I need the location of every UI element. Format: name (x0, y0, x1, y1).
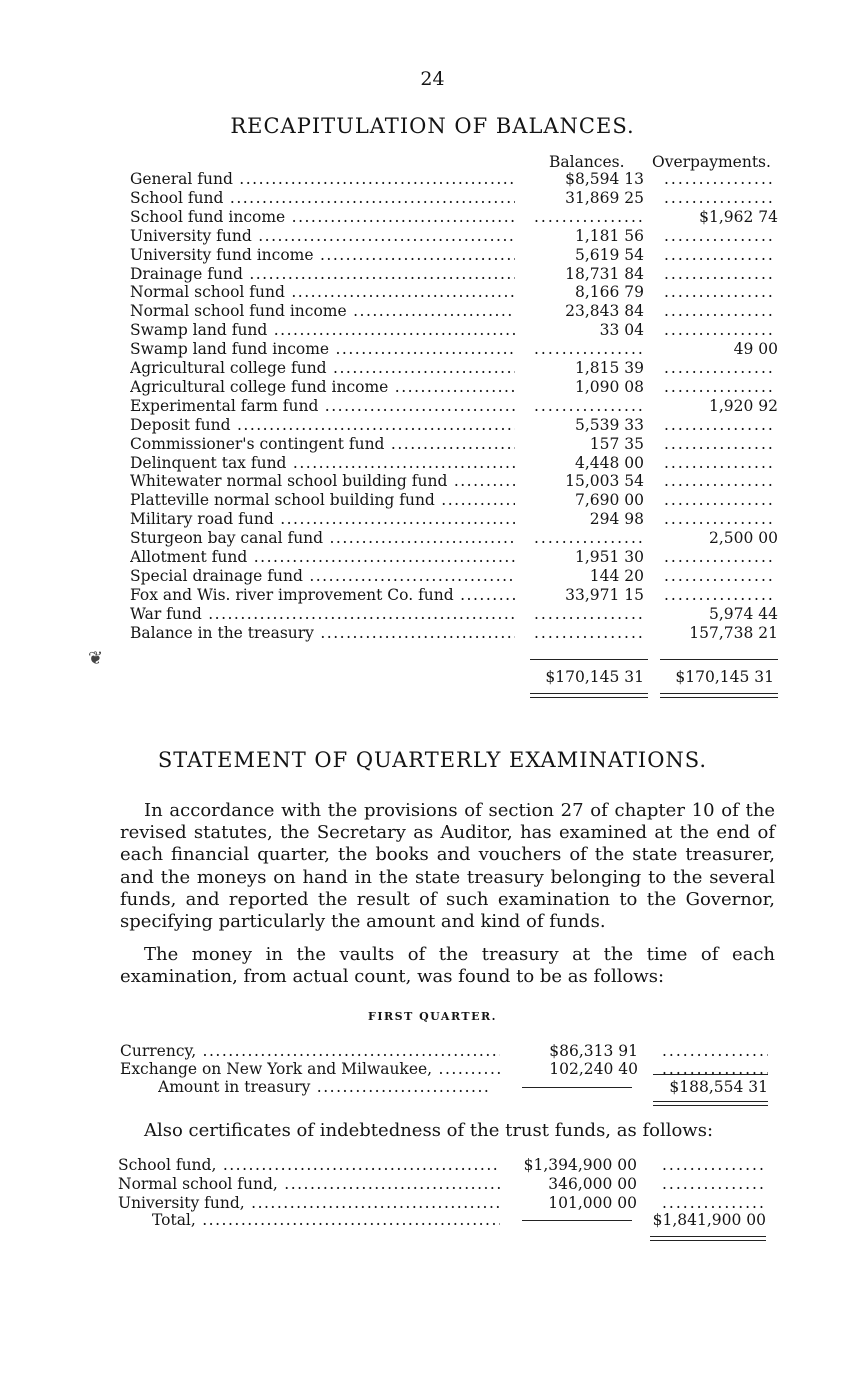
recap-row-balance-dots (534, 623, 644, 643)
recap-row-overpayment-dots (664, 226, 776, 246)
recap-row-balance-dots (534, 396, 644, 416)
recap-row-label: Sturgeon bay canal fund ..... (130, 528, 515, 548)
recap-row-label: Special drainage fund ..... (130, 566, 515, 586)
recap-row-label: Normal school fund income ..... (130, 301, 515, 321)
quarter-row (0, 1041, 865, 1061)
recap-row-label: Swamp land fund income ..... (130, 339, 515, 359)
recap-row-balance: 294 98 (589, 510, 644, 529)
amount-double-rule (653, 1101, 768, 1106)
recap-row-label: War fund ..... (130, 604, 515, 624)
recap-row (0, 585, 865, 605)
subtotal-rule-balances (530, 659, 648, 660)
recap-row-overpayment-dots (664, 282, 776, 302)
recap-row-overpayment-dots (664, 188, 776, 208)
quarter-row-dots (662, 1059, 768, 1079)
recap-row-balance: 8,166 79 (574, 283, 644, 302)
recap-row-balance: 144 20 (589, 566, 644, 585)
certificate-row-dots (662, 1174, 766, 1194)
recap-row (0, 604, 865, 624)
recap-row (0, 509, 865, 529)
recap-row-label: Military road fund ..... (130, 509, 515, 529)
total-overpayments: $170,145 31 (675, 668, 774, 686)
recap-row (0, 169, 865, 189)
recap-row (0, 301, 865, 321)
recap-row-overpayment-dots (664, 453, 776, 473)
paragraph-money-count-text: The money in the vaults of the treasury at the time of each examination, from actual count, was found to be as follows: (120, 944, 775, 988)
recap-row-overpayment-dots (664, 320, 776, 340)
recap-row (0, 358, 865, 378)
recap-row-balance: 5,619 54 (574, 245, 644, 264)
recap-row-balance: 23,843 84 (565, 302, 644, 321)
recap-row-balance-dots (534, 604, 644, 624)
recap-row-label: Whitewater normal school building fund ..... (130, 471, 515, 491)
recap-row-overpayment-dots (664, 434, 776, 454)
certificates-total-value: $1,841,900 00 (652, 1211, 766, 1229)
recap-row-balance: 1,181 56 (574, 226, 644, 245)
column-header-overpayments: Overpayments. (652, 153, 771, 171)
recap-row-label: General fund ..... (130, 169, 515, 189)
recap-row (0, 623, 865, 643)
recap-row-label: School fund ..... (130, 188, 515, 208)
recap-title: RECAPITULATION OF BALANCES. (230, 114, 635, 138)
recap-row-balance: 33 04 (599, 321, 644, 340)
recap-row (0, 434, 865, 454)
recap-row-overpayment: 2,500 00 (708, 529, 778, 548)
certificates-total-row (0, 1210, 865, 1230)
recap-row (0, 528, 865, 548)
recap-row (0, 320, 865, 340)
recap-row-overpayment-dots (664, 547, 776, 567)
recap-total-row (0, 667, 865, 687)
certificate-row-label: Normal school fund, ..... (118, 1174, 500, 1194)
amount-dash-rule (522, 1087, 632, 1088)
recap-row-overpayment: 157,738 21 (689, 623, 778, 642)
amount-in-treasury-row (0, 1077, 865, 1097)
quarter-row-label: Exchange on New York and Milwaukee, ..... (120, 1059, 500, 1079)
recap-row (0, 490, 865, 510)
recap-row (0, 207, 865, 227)
recap-row-label: Drainage fund ..... (130, 264, 515, 284)
quarter-row-dots (662, 1041, 768, 1061)
page-number: 24 (420, 68, 445, 90)
column-header-balances: Balances. (549, 153, 625, 171)
amount-top-rule (653, 1074, 768, 1075)
certificate-row-label: University fund, ..... (118, 1193, 500, 1213)
recap-row-label: Deposit fund ..... (130, 415, 515, 435)
recap-row-overpayment-dots (664, 377, 776, 397)
recap-row (0, 226, 865, 246)
recap-row-label: Normal school fund ..... (130, 282, 515, 302)
certificates-total-label: Total, ..... (152, 1210, 500, 1230)
recap-row-label: Commissioner's contingent fund ..... (130, 434, 515, 454)
paragraph-provisions-text: In accordance with the provisions of section 27 of chapter 10 of the revised statutes, the Secretary as Auditor, has examined at the end of each financial quarter, the books and vouchers of the state treasurer, and the moneys on hand in the state treasury belonging to the several funds, and reported the result of such examination to the Governor, specifying particularly the amount and kind of funds. (120, 800, 775, 933)
recap-row-balance: 15,003 54 (565, 472, 644, 491)
recap-row-overpayment-dots (664, 358, 776, 378)
recap-row-overpayment-dots (664, 169, 776, 189)
recap-row-balance-dots (534, 528, 644, 548)
statement-title: STATEMENT OF QUARTERLY EXAMINATIONS. (157, 748, 708, 772)
recap-row (0, 282, 865, 302)
recap-row-overpayment-dots (664, 471, 776, 491)
quarter-row (0, 1059, 865, 1079)
recap-row-balance: 18,731 84 (565, 264, 644, 283)
recap-row-overpayment-dots (664, 415, 776, 435)
recap-row-label: University fund income ..... (130, 245, 515, 265)
quarter-heading: FIRST QUARTER. (368, 1010, 497, 1023)
recap-row (0, 415, 865, 435)
recap-row (0, 396, 865, 416)
recap-row-balance: $8,594 13 (565, 170, 644, 188)
certificate-row (0, 1174, 865, 1194)
recap-row-overpayment: 1,920 92 (708, 396, 778, 415)
recap-row-balance: 1,815 39 (574, 359, 644, 377)
amount-in-treasury-label: Amount in treasury ..... (158, 1077, 488, 1097)
total-balances: $170,145 31 (545, 668, 644, 686)
recap-row (0, 453, 865, 473)
amount-in-treasury-value: $188,554 31 (669, 1078, 768, 1096)
recap-row-balance: 4,448 00 (574, 453, 644, 472)
recap-row-label: Fox and Wis. river improvement Co. fund ..... (130, 585, 515, 605)
recap-row (0, 188, 865, 208)
recap-row-overpayment-dots (664, 490, 776, 510)
total-double-rule-balances (530, 693, 648, 698)
recap-row (0, 547, 865, 567)
quarter-row-amount: 102,240 40 (549, 1060, 638, 1078)
paragraph-certificates (120, 1120, 775, 1142)
recap-row-label: Platteville normal school building fund ..... (130, 490, 515, 510)
certificate-row (0, 1155, 865, 1175)
certificate-row-amount: $1,394,900 00 (523, 1156, 637, 1174)
subtotal-rule-overpayments (660, 659, 778, 660)
paragraph-provisions (120, 800, 775, 933)
recap-row-label: Delinquent tax fund ..... (130, 453, 515, 473)
recap-row-balance: 1,951 30 (574, 548, 644, 566)
certificate-row-amount: 101,000 00 (548, 1194, 637, 1212)
recap-row (0, 471, 865, 491)
recap-row-label: Swamp land fund ..... (130, 320, 515, 340)
recap-row-overpayment: $1,962 74 (699, 207, 778, 226)
recap-row-label: Agricultural college fund income ..... (130, 377, 515, 397)
paragraph-certificates-text: Also certificates of indebtedness of the trust funds, as follows: (144, 1120, 714, 1141)
recap-row-label: School fund income ..... (130, 207, 515, 227)
total-double-rule-overpayments (660, 693, 778, 698)
certificate-row-amount: 346,000 00 (548, 1175, 637, 1193)
recap-row (0, 339, 865, 359)
recap-row (0, 264, 865, 284)
recap-row-balance: 33,971 15 (565, 585, 644, 604)
recap-row-overpayment-dots (664, 585, 776, 605)
recap-row-overpayment-dots (664, 264, 776, 284)
quarter-row-label: Currency, ..... (120, 1041, 500, 1061)
recap-row-balance: 1,090 08 (574, 377, 644, 396)
recap-row-balance: 5,539 33 (574, 415, 644, 434)
recap-row-overpayment-dots (664, 245, 776, 265)
recap-row-balance: 31,869 25 (565, 188, 644, 207)
ornament-mark: ❦ (88, 648, 104, 669)
certificate-row-label: School fund, ..... (118, 1155, 500, 1175)
recap-row-label: Allotment fund ..... (130, 547, 515, 567)
recap-row (0, 245, 865, 265)
recap-row-balance: 7,690 00 (574, 491, 644, 510)
recap-row-label: Balance in the treasury ..... (130, 623, 515, 643)
certificate-row-dots (662, 1155, 766, 1175)
recap-row-label: Experimental farm fund ..... (130, 396, 515, 416)
recap-row-overpayment-dots (664, 566, 776, 586)
recap-row (0, 566, 865, 586)
recap-row (0, 377, 865, 397)
paragraph-money-count (120, 944, 775, 988)
recap-row-balance-dots (534, 339, 644, 359)
recap-row-overpayment: 5,974 44 (708, 604, 778, 623)
recap-row-overpayment-dots (664, 301, 776, 321)
certificates-dash-rule (522, 1220, 632, 1221)
recap-row-balance-dots (534, 207, 644, 227)
recap-row-label: Agricultural college fund ..... (130, 358, 515, 378)
certificates-double-rule (650, 1236, 766, 1241)
recap-row-balance: 157 35 (589, 434, 644, 453)
recap-row-overpayment: 49 00 (733, 340, 778, 359)
quarter-row-amount: $86,313 91 (549, 1042, 638, 1060)
recap-row-label: University fund ..... (130, 226, 515, 246)
recap-row-overpayment-dots (664, 509, 776, 529)
